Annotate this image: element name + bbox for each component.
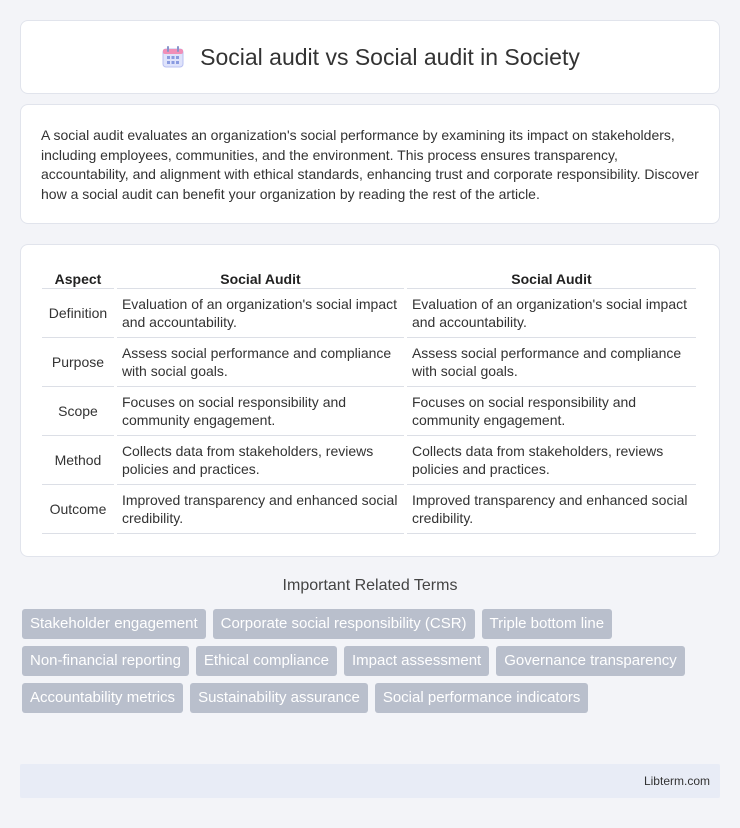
row-cell-a: Evaluation of an organization's social impact and accountability.	[117, 289, 404, 338]
related-term-tag[interactable]: Corporate social responsibility (CSR)	[213, 609, 475, 639]
table-row	[42, 387, 696, 436]
header-social-audit-society: Social Audit	[407, 265, 696, 289]
related-term-tag[interactable]: Impact assessment	[344, 646, 489, 676]
row-aspect: Purpose	[42, 338, 114, 387]
row-cell-b: Collects data from stakeholders, reviews policies and practices.	[407, 436, 696, 485]
table-row	[42, 485, 696, 534]
related-term-tag[interactable]: Sustainability assurance	[190, 683, 368, 713]
table-row	[42, 338, 696, 387]
row-cell-a: Collects data from stakeholders, reviews policies and practices.	[117, 436, 404, 485]
page-title: Social audit vs Social audit in Society	[200, 43, 580, 70]
row-aspect: Scope	[42, 387, 114, 436]
related-term-tag[interactable]: Stakeholder engagement	[22, 609, 206, 639]
related-term-tag[interactable]: Social performance indicators	[375, 683, 589, 713]
row-cell-a: Focuses on social responsibility and community engagement.	[117, 387, 404, 436]
related-term-tag[interactable]: Accountability metrics	[22, 683, 183, 713]
related-terms-list	[22, 609, 722, 713]
table-header-row	[42, 265, 696, 289]
intro-text: A social audit evaluates an organization's social performance by examining its impact on stakeholders, including employees, communities, and the environment. This process ensures transparency, accountability, and alignment with ethical standards, enhancing trust and corporate responsibility. Discover how a social audit can benefit your organization by reading the rest of the article.	[41, 127, 699, 202]
row-cell-a: Improved transparency and enhanced social credibility.	[117, 485, 404, 534]
calendar-icon	[160, 44, 186, 70]
row-cell-b: Improved transparency and enhanced social credibility.	[407, 485, 696, 534]
intro-card	[20, 104, 720, 224]
related-term-tag[interactable]: Ethical compliance	[196, 646, 337, 676]
header-social-audit: Social Audit	[117, 265, 404, 289]
row-cell-b: Assess social performance and compliance with social goals.	[407, 338, 696, 387]
footer-site-link[interactable]: Libterm.com	[643, 774, 710, 788]
comparison-table-card	[20, 244, 720, 557]
table-row	[42, 436, 696, 485]
footer	[20, 764, 720, 798]
row-aspect: Outcome	[42, 485, 114, 534]
row-aspect: Method	[42, 436, 114, 485]
row-cell-a: Assess social performance and compliance with social goals.	[117, 338, 404, 387]
row-cell-b: Evaluation of an organization's social impact and accountability.	[407, 289, 696, 338]
related-term-tag[interactable]: Non-financial reporting	[22, 646, 189, 676]
comparison-table	[39, 265, 699, 534]
header-card	[20, 20, 720, 94]
related-terms-title: Important Related Terms	[282, 577, 458, 594]
related-term-tag[interactable]: Governance transparency	[496, 646, 685, 676]
table-row	[42, 289, 696, 338]
row-cell-b: Focuses on social responsibility and community engagement.	[407, 387, 696, 436]
row-aspect: Definition	[42, 289, 114, 338]
header-aspect: Aspect	[42, 265, 114, 289]
related-term-tag[interactable]: Triple bottom line	[482, 609, 613, 639]
